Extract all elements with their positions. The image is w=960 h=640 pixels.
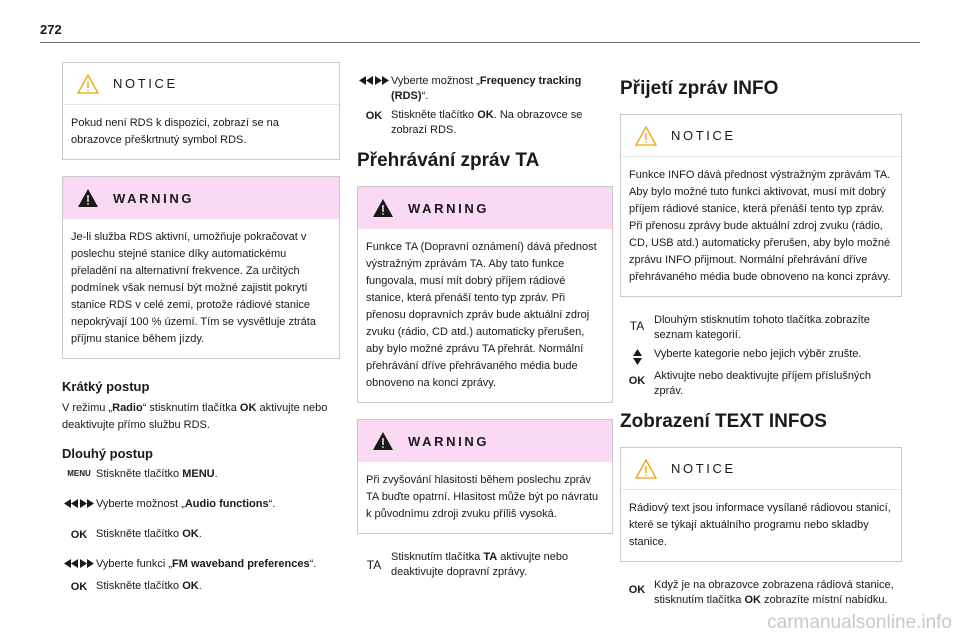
warning-text: Je-li služba RDS aktivní, umožňuje pokračovat v poslechu stejné stanice díky automatickému přeladění na alternativní frekvence. Za určitých podmínek však nemusí být možné zajistit pokrytí stanice RDS v celé zemi, protože rádiové stanice nepokrývají 100 % území. Tím se vysvětluje ztráta příjmu stanice během jízdy. — [71, 231, 316, 345]
notice-box — [620, 447, 902, 562]
step-menu — [62, 467, 340, 485]
notice-box — [62, 62, 340, 160]
notice-text: Pokud není RDS k dispozici, zobrazí se na obrazovce přeškrtnutý symbol RDS. — [71, 117, 279, 146]
warning-box — [62, 176, 340, 359]
warning-box — [357, 419, 613, 534]
step-categories — [620, 313, 902, 343]
column-right — [620, 72, 902, 620]
step-select-categories — [620, 347, 902, 365]
warning-header — [358, 187, 612, 229]
step-ta — [357, 550, 613, 580]
ok-button-icon: OK — [365, 110, 383, 122]
menu-button-icon: MENU — [67, 469, 91, 478]
notice-title: NOTICE — [113, 76, 178, 91]
notice-header — [63, 63, 339, 105]
step-frequency-tracking — [357, 74, 613, 104]
short-procedure-text: V režimu „Radio“ stisknutím tlačítka OK aktivujte nebo deaktivujte přímo službu RDS. — [62, 402, 328, 431]
warning-title: WARNING — [113, 190, 195, 206]
seek-arrows-icon — [359, 76, 389, 85]
ok-button-icon: OK — [70, 581, 88, 593]
page-number: 272 — [40, 22, 62, 37]
step-text: Stiskněte tlačítko OK. — [96, 528, 202, 540]
step-text: Když je na obrazovce zobrazena rádiová stanice, stisknutím tlačítka OK zobrazíte místní nabídku. — [654, 579, 894, 606]
notice-title: NOTICE — [671, 461, 736, 476]
step-text: Vyberte funkci „FM waveband preferences“. — [96, 558, 317, 570]
seek-arrows-icon — [64, 499, 94, 508]
seek-arrows-icon — [64, 559, 94, 568]
column-left — [62, 62, 340, 609]
step-text: Stiskněte tlačítko MENU. — [96, 468, 218, 480]
warning-triangle-icon — [635, 126, 657, 146]
warning-title: WARNING — [408, 433, 490, 449]
warning-triangle-icon — [635, 459, 657, 479]
notice-text: Rádiový text jsou informace vysílané rádiovou stanicí, které se týkají aktuálního programu nebo skladby stanice. — [629, 502, 891, 548]
warning-header — [63, 177, 339, 219]
up-down-arrows-icon — [633, 349, 642, 365]
ta-button-icon: TA — [629, 319, 645, 333]
step-text: Vyberte možnost „Audio functions“. — [96, 498, 276, 510]
ok-button-icon: OK — [628, 375, 646, 387]
step-text: Stisknutím tlačítka TA aktivujte nebo deaktivujte dopravní zprávy. — [391, 551, 569, 578]
short-procedure-heading: Krátký postup — [62, 379, 150, 394]
watermark: carmanualsonline.info — [767, 612, 952, 633]
step-ok — [62, 527, 340, 545]
notice-title: NOTICE — [671, 128, 736, 143]
warning-triangle-icon — [77, 74, 99, 94]
long-procedure-heading: Dlouhý postup — [62, 446, 153, 461]
step-text: Dlouhým stisknutím tohoto tlačítka zobrazíte seznam kategorií. — [654, 314, 870, 341]
step-text: Stiskněte tlačítko OK. — [96, 580, 202, 592]
warning-triangle-icon — [372, 431, 394, 451]
warning-triangle-icon — [77, 188, 99, 208]
step-text: Vyberte kategorie nebo jejich výběr zrušte. — [654, 348, 862, 360]
step-ok — [620, 578, 902, 608]
step-text: Vyberte možnost „Frequency tracking (RDS)“. — [391, 75, 582, 102]
step-audio-functions — [62, 497, 340, 515]
notice-header — [621, 115, 901, 157]
notice-box — [620, 114, 902, 297]
step-fm-waveband — [62, 557, 340, 575]
ok-button-icon: OK — [628, 584, 646, 596]
step-text: Stiskněte tlačítko OK. Na obrazovce se zobrazí RDS. — [391, 109, 583, 136]
header-divider — [40, 42, 920, 43]
ok-button-icon: OK — [70, 529, 88, 541]
warning-title: WARNING — [408, 200, 490, 216]
ta-heading: Přehrávání zpráv TA — [357, 150, 540, 171]
warning-header — [358, 420, 612, 462]
notice-header — [621, 448, 901, 490]
notice-text: Funkce INFO dává přednost výstražným zprávám TA. Aby bylo možné tuto funkci aktivovat, musí mít dobrý příjem rádiové stanice, která přenáší tento typ zpráv. Při přenosu zprávy bude aktuální zdroj zvuku (rádio, CD, USB atd.) automaticky přerušen, aby bylo možné zprávu INFO přijmout. Normální přehrávání dříve přehrávaného média bude obnoveno na konci zprávy. — [629, 169, 891, 283]
info-heading: Přijetí zpráv INFO — [620, 78, 779, 99]
warning-text: Při zvyšování hlasitosti během poslechu zpráv TA buďte opatrní. Hlasitost může být po návratu k původnímu zdroji zvuku příliš vysoká. — [366, 474, 599, 520]
text-infos-heading: Zobrazení TEXT INFOS — [620, 411, 827, 432]
step-text: Aktivujte nebo deaktivujte příjem příslušných zpráv. — [654, 370, 872, 397]
step-ok — [357, 108, 613, 138]
step-ok — [62, 579, 340, 597]
column-middle — [357, 74, 613, 592]
step-ok — [620, 369, 902, 399]
warning-box — [357, 186, 613, 403]
ta-button-icon: TA — [366, 558, 382, 572]
warning-triangle-icon — [372, 198, 394, 218]
warning-text: Funkce TA (Dopravní oznámení) dává přednost výstražným zprávám TA. Aby tato funkce fungovala, musí mít dobrý příjem rádiové stanice, která přenáší tento typ zpráv. Při přenosu dopravních zpráv bude aktuální zdroj zvuku (rádio, CD atd.) automaticky přerušen, aby bylo možné zprávu TA přehrát. Normální přehrávání dříve přehrávaného média bude obnoveno na konci zprávy. — [366, 241, 597, 389]
